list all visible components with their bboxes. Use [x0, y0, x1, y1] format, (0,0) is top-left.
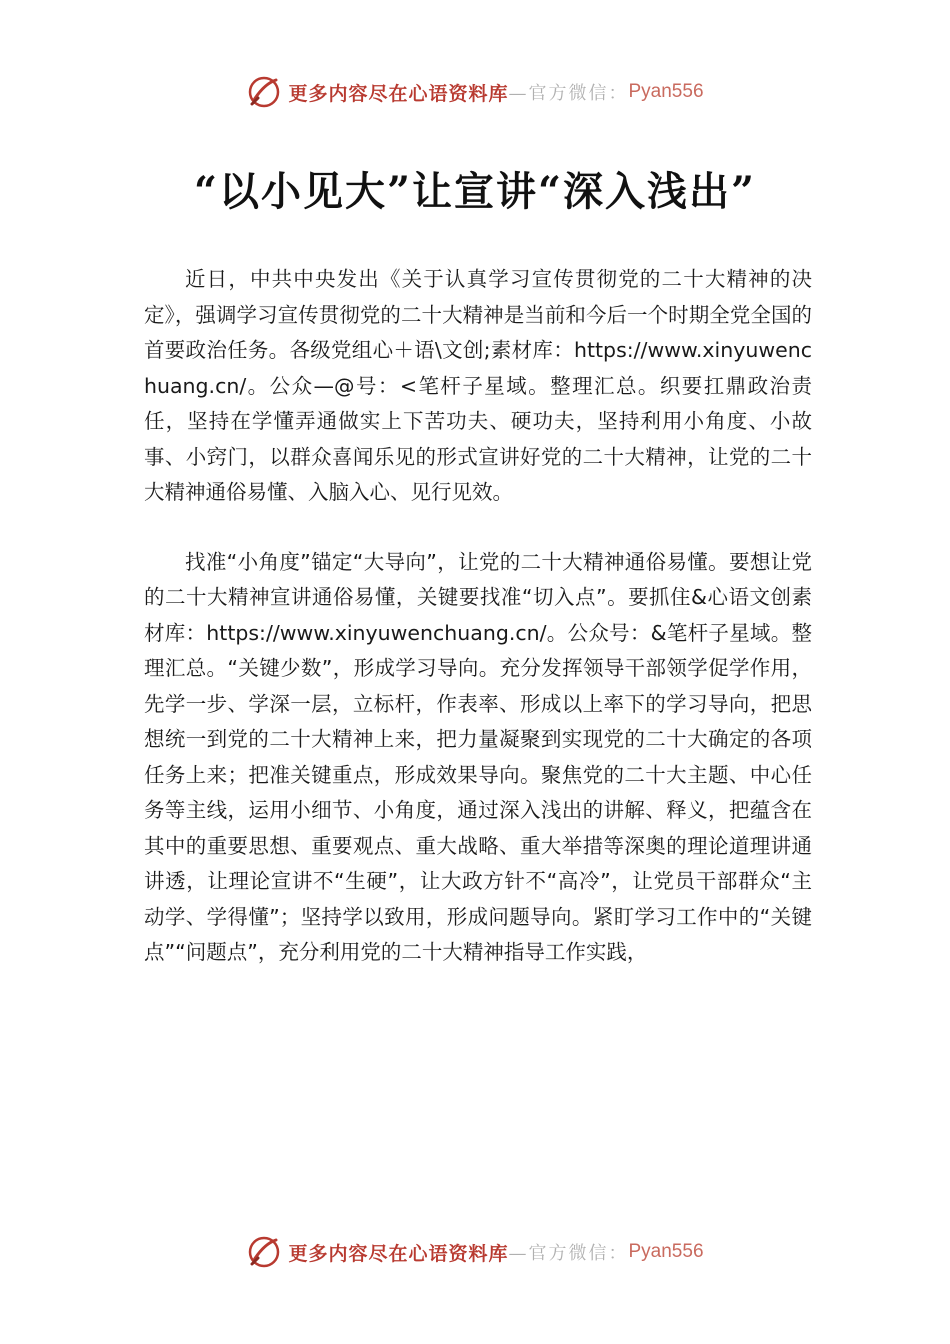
article-body	[144, 262, 812, 1005]
header-watermark	[0, 72, 950, 112]
brush-logo-icon	[246, 1234, 282, 1270]
page-title: “以小见大”让宣讲“深入浅出”	[193, 168, 757, 215]
brush-logo-icon	[246, 74, 282, 110]
watermark-middle-text: —官方微信：	[508, 1243, 629, 1264]
paragraph: 找准“小角度”锚定“大导向”，让党的二十大精神通俗易懂。要想让党的二十大精神宣讲通俗易懂，关键要找准“切入点”。要抓住&心语文创素材库：https://www.xinyuwenchuang.cn/。公众号：&笔杆子星域。整理汇总。“关键少数”，形成学习导向。充分发挥领导干部领学促学作用，先学一步、学深一层，立标杆，作表率、形成以上率下的学习导向，把思想统一到党的二十大精神上来，把力量凝聚到实现党的二十大确定的各项任务上来；把准关键重点，形成效果导向。聚焦党的二十大主题、中心任务等主线，运用小细节、小角度，通过深入浅出的讲解、释义，把蕴含在其中的重要思想、重要观点、重大战略、重大举措等深奥的理论道理讲通讲透，让理论宣讲不“生硬”，让大政方针不“高冷”，让党员干部群众“主动学、学得懂”；坚持学以致用，形成问题导向。紧盯学习工作中的“关键点”“问题点”，充分利用党的二十大精神指导工作实践，	[144, 549, 812, 964]
paragraph: 近日，中共中央发出《关于认真学习宣传贯彻党的二十大精神的决定》，强调学习宣传贯彻党的二十大精神是当前和今后一个时期全党全国的首要政治任务。各级党组心＋语\文创;素材库：https://www.xinyuwenchuang.cn/。公众—@号：<笔杆子星域。整理汇总。织要扛鼎政治责任，坚持在学懂弄通做实上下苦功夫、硬功夫，坚持利用小角度、小故事、小窍门，以群众喜闻乐见的形式宣讲好党的二十大精神，让党的二十大精神通俗易懂、入脑入心、见行见效。	[144, 267, 812, 504]
watermark-main-text: 更多内容尽在心语资料库	[288, 1242, 509, 1265]
watermark-middle-text: —官方微信：	[508, 83, 629, 104]
watermark-main-text: 更多内容尽在心语资料库	[288, 82, 509, 105]
watermark-wechat-id: Pyan556	[628, 1241, 704, 1262]
footer-watermark	[0, 1232, 950, 1272]
watermark-wechat-id: Pyan556	[628, 81, 704, 102]
